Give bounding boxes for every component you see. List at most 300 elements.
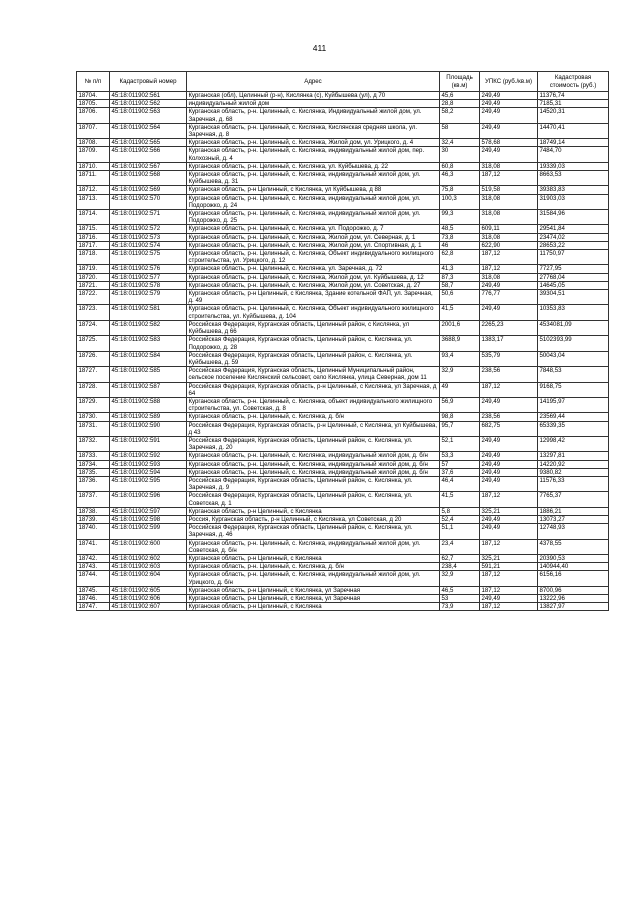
cadastral-number-cell: 45:18:011902:607 (110, 603, 187, 611)
upks-cell: 187,12 (480, 171, 538, 186)
table-row (77, 367, 609, 382)
address-cell: Курганская область, р-н. Целинный, с. Кислянка, Объект индивидуального жилищного строительства, ул. Урицкого, д. 12 (187, 250, 440, 265)
table-row (77, 336, 609, 351)
table-header-row (77, 72, 609, 92)
row-number-cell: 18725. (77, 336, 110, 351)
address-cell: Курганская область, р-н. Целинный, с. Кислянка, Объект индивидуального жилищного строительства, ул. Куйбышева, д. 104 (187, 305, 440, 320)
area-cell: 53 (440, 595, 480, 603)
address-cell: Курганская область, р-н. Целинный, с. Кислянка, индивидуальный жилой дом, ул. Советская, д. б/н (187, 539, 440, 554)
upks-cell: 238,56 (480, 367, 538, 382)
cadastral-cost-cell: 29541,84 (538, 225, 609, 233)
cadastral-cost-cell: 4378,55 (538, 539, 609, 554)
row-number-cell: 18718. (77, 250, 110, 265)
row-number-cell: 18745. (77, 586, 110, 594)
upks-cell: 249,49 (480, 123, 538, 138)
row-number-cell: 18742. (77, 554, 110, 562)
cadastral-number-cell: 45:18:011902:599 (110, 524, 187, 539)
address-cell: Курганская область, р-н. Целинный, с. Кислянка, ул. Заречная, д. 72 (187, 265, 440, 273)
cadastral-number-cell: 45:18:011902:597 (110, 507, 187, 515)
row-number-cell: 18731. (77, 421, 110, 436)
area-cell: 46 (440, 241, 480, 249)
row-number-cell: 18709. (77, 147, 110, 162)
cadastral-number-cell: 45:18:011902:588 (110, 397, 187, 412)
row-number-cell: 18727. (77, 367, 110, 382)
upks-cell: 249,49 (480, 436, 538, 451)
table-row (77, 92, 609, 100)
row-number-cell: 18721. (77, 281, 110, 289)
cadastral-number-cell: 45:18:011902:572 (110, 225, 187, 233)
cadastral-cost-cell: 140944,40 (538, 563, 609, 571)
area-cell: 32,9 (440, 367, 480, 382)
table-row (77, 413, 609, 421)
upks-cell: 519,58 (480, 186, 538, 194)
row-number-cell: 18734. (77, 460, 110, 468)
table-row (77, 273, 609, 281)
cadastral-cost-cell: 7727,95 (538, 265, 609, 273)
area-cell: 73,9 (440, 603, 480, 611)
area-cell: 46,3 (440, 171, 480, 186)
address-cell: Российская Федерация, Курганская область, Целинный район, с. Кислянка, ул. Советская, д. 1 (187, 492, 440, 507)
row-number-cell: 18704. (77, 92, 110, 100)
area-cell: 73,8 (440, 233, 480, 241)
table-row (77, 233, 609, 241)
cadastral-cost-cell: 23569,44 (538, 413, 609, 421)
cadastral-cost-cell: 12998,42 (538, 436, 609, 451)
upks-cell: 249,49 (480, 281, 538, 289)
address-cell: Курганская область, р-н. Целинный, с. Кислянка, индивидуальный жилой дом, ул. Подорожко, д. 24 (187, 194, 440, 209)
cadastral-cost-cell: 14645,05 (538, 281, 609, 289)
row-number-cell: 18714. (77, 210, 110, 225)
upks-cell: 249,49 (480, 524, 538, 539)
row-number-cell: 18730. (77, 413, 110, 421)
area-cell: 87,3 (440, 273, 480, 281)
upks-cell: 249,49 (480, 147, 538, 162)
upks-cell: 325,21 (480, 507, 538, 515)
table-row (77, 524, 609, 539)
upks-cell: 1383,17 (480, 336, 538, 351)
table-row (77, 452, 609, 460)
area-cell: 75,8 (440, 186, 480, 194)
area-cell: 41,5 (440, 492, 480, 507)
cadastral-cost-cell: 6156,16 (538, 571, 609, 586)
table-row (77, 210, 609, 225)
cadastral-number-cell: 45:18:011902:577 (110, 273, 187, 281)
cadastral-number-cell: 45:18:011902:575 (110, 250, 187, 265)
table-row (77, 171, 609, 186)
cadastral-cost-cell: 13073,27 (538, 515, 609, 523)
upks-cell: 187,12 (480, 250, 538, 265)
cadastral-number-cell: 45:18:011902:583 (110, 336, 187, 351)
table-row (77, 305, 609, 320)
cadastral-cost-cell: 28653,22 (538, 241, 609, 249)
row-number-cell: 18719. (77, 265, 110, 273)
cadastral-number-cell: 45:18:011902:591 (110, 436, 187, 451)
address-cell: Курганская область, р-н. Целинный, с. Кислянка, Жилой дом, ул. Куйбышева, д. 12 (187, 273, 440, 281)
area-cell: 93,4 (440, 351, 480, 366)
cadastral-cost-cell: 11376,74 (538, 92, 609, 100)
cadastral-cost-cell: 8700,96 (538, 586, 609, 594)
address-cell: Российская Федерация, Курганская область, Целинный район, с. Кислянка, ул. Заречная, д. 20 (187, 436, 440, 451)
cadastral-cost-cell: 4534081,09 (538, 320, 609, 335)
header-row-number: № п/п (77, 72, 110, 92)
cadastral-cost-cell: 14520,31 (538, 108, 609, 123)
header-area: Площадь (кв.м) (440, 72, 480, 92)
upks-cell: 249,49 (480, 476, 538, 491)
cadastral-number-cell: 45:18:011902:585 (110, 367, 187, 382)
upks-cell: 622,90 (480, 241, 538, 249)
table-row (77, 571, 609, 586)
table-row (77, 476, 609, 491)
cadastral-number-cell: 45:18:011902:605 (110, 586, 187, 594)
area-cell: 60,8 (440, 162, 480, 170)
address-cell: Курганская область, р-н. Целинный, с. Кислянка, Жилой дом, ул. Спортивная, д. 1 (187, 241, 440, 249)
area-cell: 41,5 (440, 305, 480, 320)
upks-cell: 249,49 (480, 460, 538, 468)
area-cell: 95,7 (440, 421, 480, 436)
row-number-cell: 18712. (77, 186, 110, 194)
cadastral-number-cell: 45:18:011902:603 (110, 563, 187, 571)
table-row (77, 147, 609, 162)
row-number-cell: 18720. (77, 273, 110, 281)
table-row (77, 250, 609, 265)
row-number-cell: 18729. (77, 397, 110, 412)
address-cell: Курганская (обл), Целинный (р-н), Кислянка (с), Куйбышева (ул), д 70 (187, 92, 440, 100)
cadastral-number-cell: 45:18:011902:592 (110, 452, 187, 460)
address-cell: Курганская область, р-н Целинный, с Кислянка (187, 603, 440, 611)
address-cell: Курганская область, р-н Целинный, с Кислянка (187, 554, 440, 562)
table-row (77, 382, 609, 397)
cadastral-number-cell: 45:18:011902:565 (110, 139, 187, 147)
cadastral-number-cell: 45:18:011902:602 (110, 554, 187, 562)
area-cell: 51,1 (440, 524, 480, 539)
area-cell: 48,5 (440, 225, 480, 233)
upks-cell: 249,49 (480, 397, 538, 412)
upks-cell: 325,21 (480, 554, 538, 562)
row-number-cell: 18746. (77, 595, 110, 603)
row-number-cell: 18724. (77, 320, 110, 335)
upks-cell: 249,49 (480, 452, 538, 460)
upks-cell: 2265,23 (480, 320, 538, 335)
upks-cell: 318,08 (480, 233, 538, 241)
upks-cell: 682,75 (480, 421, 538, 436)
upks-cell: 318,08 (480, 194, 538, 209)
cadastral-cost-cell: 20390,53 (538, 554, 609, 562)
area-cell: 45,6 (440, 92, 480, 100)
upks-cell: 238,56 (480, 413, 538, 421)
cadastral-cost-cell: 13297,81 (538, 452, 609, 460)
upks-cell: 249,49 (480, 92, 538, 100)
table-row (77, 507, 609, 515)
cadastral-number-cell: 45:18:011902:573 (110, 233, 187, 241)
cadastral-number-cell: 45:18:011902:596 (110, 492, 187, 507)
cadastral-cost-cell: 31584,96 (538, 210, 609, 225)
address-cell: Российская Федерация, Курганская область, Целинный район, с. Кислянка, ул. Заречная, д. 9 (187, 476, 440, 491)
row-number-cell: 18726. (77, 351, 110, 366)
area-cell: 58 (440, 123, 480, 138)
table-row (77, 563, 609, 571)
row-number-cell: 18715. (77, 225, 110, 233)
row-number-cell: 18733. (77, 452, 110, 460)
address-cell: Курганская область, р-н. Целинный, с. Кислянка, индивидуальный жилой дом, ул. Подорожко, д. 25 (187, 210, 440, 225)
upks-cell: 249,49 (480, 595, 538, 603)
table-row (77, 539, 609, 554)
area-cell: 100,3 (440, 194, 480, 209)
area-cell: 52,1 (440, 436, 480, 451)
page-number: 411 (312, 43, 327, 53)
cadastral-cost-cell: 14220,92 (538, 460, 609, 468)
address-cell: Курганская область, р-н. Целинный, с. Кислянка, ул. Подорожко, д. 7 (187, 225, 440, 233)
row-number-cell: 18743. (77, 563, 110, 571)
area-cell: 30 (440, 147, 480, 162)
row-number-cell: 18736. (77, 476, 110, 491)
upks-cell: 249,49 (480, 100, 538, 108)
table-row (77, 397, 609, 412)
area-cell: 49 (440, 382, 480, 397)
address-cell: Курганская область, р-н. Целинный, с. Кислянка, Жилой дом, ул. Северная, д. 1 (187, 233, 440, 241)
area-cell: 50,6 (440, 290, 480, 305)
upks-cell: 187,12 (480, 382, 538, 397)
area-cell: 238,4 (440, 563, 480, 571)
table-row (77, 265, 609, 273)
cadastral-number-cell: 45:18:011902:579 (110, 290, 187, 305)
cadastral-cost-cell: 7765,37 (538, 492, 609, 507)
area-cell: 58,2 (440, 108, 480, 123)
area-cell: 62,7 (440, 554, 480, 562)
area-cell: 53,3 (440, 452, 480, 460)
cadastral-cost-cell: 50043,04 (538, 351, 609, 366)
cadastral-cost-cell: 8663,53 (538, 171, 609, 186)
row-number-cell: 18707. (77, 123, 110, 138)
cadastral-cost-cell: 1886,21 (538, 507, 609, 515)
cadastral-number-cell: 45:18:011902:606 (110, 595, 187, 603)
address-cell: Курганская область, р-н. Целинный, с. Кислянка, Индивидуальный жилой дом, ул. Заречная, д. 68 (187, 108, 440, 123)
cadastral-cost-cell: 5102393,99 (538, 336, 609, 351)
row-number-cell: 18710. (77, 162, 110, 170)
address-cell: Курганская область, р-н. Целинный, с. Кислянка, индивидуальный жилой дом, д. б/н (187, 460, 440, 468)
area-cell: 99,3 (440, 210, 480, 225)
address-cell: Российская Федерация, Курганская область, Целинный район, с Кислянка, ул Куйбышева, д 66 (187, 320, 440, 335)
address-cell: Российская Федерация, Курганская область, р-н Целинный, с Кислянка, ул Заречная, д 64 (187, 382, 440, 397)
cadastral-cost-cell: 7185,31 (538, 100, 609, 108)
row-number-cell: 18739. (77, 515, 110, 523)
table-row (77, 515, 609, 523)
row-number-cell: 18717. (77, 241, 110, 249)
table-row (77, 603, 609, 611)
cadastral-cost-cell: 7484,70 (538, 147, 609, 162)
upks-cell: 187,12 (480, 539, 538, 554)
upks-cell: 187,12 (480, 586, 538, 594)
cadastral-cost-cell: 31903,03 (538, 194, 609, 209)
row-number-cell: 18735. (77, 468, 110, 476)
area-cell: 37,6 (440, 468, 480, 476)
header-cadastral-number: Кадастровый номер (110, 72, 187, 92)
upks-cell: 318,08 (480, 210, 538, 225)
cadastral-number-cell: 45:18:011902:569 (110, 186, 187, 194)
address-cell: Курганская область, р-н. Целинный, с. Кислянка, индивидуальный жилой дом, д. б/н (187, 468, 440, 476)
cadastral-number-cell: 45:18:011902:600 (110, 539, 187, 554)
cadastral-number-cell: 45:18:011902:578 (110, 281, 187, 289)
row-number-cell: 18722. (77, 290, 110, 305)
header-cadastral-cost: Кадастровая стоимость (руб.) (538, 72, 609, 92)
cadastral-cost-cell: 39383,83 (538, 186, 609, 194)
cadastral-number-cell: 45:18:011902:567 (110, 162, 187, 170)
cadastral-cost-cell: 11750,97 (538, 250, 609, 265)
address-cell: Курганская область, р-н. Целинный, с. Кислянка, Жилой дом, ул. Урицкого, д. 4 (187, 139, 440, 147)
upks-cell: 318,08 (480, 162, 538, 170)
area-cell: 52,4 (440, 515, 480, 523)
table-row (77, 554, 609, 562)
area-cell: 98,8 (440, 413, 480, 421)
cadastral-value-table (76, 71, 609, 611)
row-number-cell: 18716. (77, 233, 110, 241)
cadastral-cost-cell: 9380,82 (538, 468, 609, 476)
upks-cell: 187,12 (480, 603, 538, 611)
cadastral-number-cell: 45:18:011902:574 (110, 241, 187, 249)
cadastral-number-cell: 45:18:011902:562 (110, 100, 187, 108)
cadastral-cost-cell: 12748,93 (538, 524, 609, 539)
cadastral-number-cell: 45:18:011902:584 (110, 351, 187, 366)
cadastral-number-cell: 45:18:011902:593 (110, 460, 187, 468)
cadastral-cost-cell: 23474,02 (538, 233, 609, 241)
area-cell: 46,5 (440, 586, 480, 594)
table-row (77, 139, 609, 147)
table-row (77, 290, 609, 305)
address-cell: Курганская область, р-н. Целинный, с. Кислянка, индивидуальный жилой дом, ул. Куйбышева, д. 31 (187, 171, 440, 186)
cadastral-cost-cell: 9168,75 (538, 382, 609, 397)
cadastral-number-cell: 45:18:011902:566 (110, 147, 187, 162)
cadastral-cost-cell: 13222,96 (538, 595, 609, 603)
cadastral-number-cell: 45:18:011902:594 (110, 468, 187, 476)
cadastral-number-cell: 45:18:011902:564 (110, 123, 187, 138)
cadastral-cost-cell: 7848,53 (538, 367, 609, 382)
header-upks: УПКС (руб./кв.м) (480, 72, 538, 92)
address-cell: Курганская область, р-н Целинный, с Кислянка (187, 507, 440, 515)
row-number-cell: 18732. (77, 436, 110, 451)
table-row (77, 123, 609, 138)
cadastral-cost-cell: 19339,03 (538, 162, 609, 170)
address-cell: Российская Федерация, Курганская область, р-н Целинный, с Кислянка, ул Куйбышева, д 43 (187, 421, 440, 436)
table-row (77, 351, 609, 366)
row-number-cell: 18740. (77, 524, 110, 539)
cadastral-number-cell: 45:18:011902:568 (110, 171, 187, 186)
area-cell: 32,4 (440, 139, 480, 147)
cadastral-cost-cell: 14195,97 (538, 397, 609, 412)
cadastral-number-cell: 45:18:011902:563 (110, 108, 187, 123)
header-address: Адрес (187, 72, 440, 92)
cadastral-number-cell: 45:18:011902:589 (110, 413, 187, 421)
area-cell: 23,4 (440, 539, 480, 554)
table-body (77, 92, 609, 611)
cadastral-number-cell: 45:18:011902:582 (110, 320, 187, 335)
table-row (77, 108, 609, 123)
address-cell: Курганская область, р-н Целинный, с Кислянка, ул Заречная (187, 595, 440, 603)
area-cell: 56,9 (440, 397, 480, 412)
row-number-cell: 18744. (77, 571, 110, 586)
address-cell: индивидуальный жилой дом (187, 100, 440, 108)
table-row (77, 586, 609, 594)
address-cell: Курганская область, р-н Целинный, с Кислянка, ул Куйбышева, д 88 (187, 186, 440, 194)
area-cell: 62,8 (440, 250, 480, 265)
address-cell: Курганская область, р-н. Целинный, с. Кислянка, д. б/н (187, 563, 440, 571)
row-number-cell: 18705. (77, 100, 110, 108)
upks-cell: 249,49 (480, 108, 538, 123)
upks-cell: 249,49 (480, 468, 538, 476)
table-row (77, 436, 609, 451)
address-cell: Курганская область, р-н. Целинный, с. Кислянка, объект индивидуального жилищного строительства, ул. Советская, д. 8 (187, 397, 440, 412)
upks-cell: 776,77 (480, 290, 538, 305)
row-number-cell: 18747. (77, 603, 110, 611)
area-cell: 41,3 (440, 265, 480, 273)
cadastral-number-cell: 45:18:011902:598 (110, 515, 187, 523)
address-cell: Курганская область, р-н. Целинный, с. Кислянка, индивидуальный жилой дом, ул. Урицкого, д. б/н (187, 571, 440, 586)
address-cell: Россия, Курганская область, р-н Целинный, с Кислянка, ул Советская, д 20 (187, 515, 440, 523)
table-row (77, 186, 609, 194)
address-cell: Курганская область, р-н. Целинный, с. Кислянка, ул. Куйбышева, д. 22 (187, 162, 440, 170)
area-cell: 46,4 (440, 476, 480, 491)
upks-cell: 318,08 (480, 273, 538, 281)
cadastral-number-cell: 45:18:011902:581 (110, 305, 187, 320)
table-row (77, 320, 609, 335)
cadastral-cost-cell: 27768,04 (538, 273, 609, 281)
cadastral-number-cell: 45:18:011902:576 (110, 265, 187, 273)
upks-cell: 187,12 (480, 492, 538, 507)
row-number-cell: 18728. (77, 382, 110, 397)
row-number-cell: 18723. (77, 305, 110, 320)
cadastral-number-cell: 45:18:011902:561 (110, 92, 187, 100)
table-row (77, 281, 609, 289)
table-row (77, 100, 609, 108)
address-cell: Российская Федерация, Курганская область, Целинный район, с. Кислянка, ул. Подорожко, д. 28 (187, 336, 440, 351)
cadastral-cost-cell: 10353,83 (538, 305, 609, 320)
cadastral-number-cell: 45:18:011902:571 (110, 210, 187, 225)
table-row (77, 421, 609, 436)
upks-cell: 249,49 (480, 305, 538, 320)
upks-cell: 609,11 (480, 225, 538, 233)
area-cell: 32,9 (440, 571, 480, 586)
table-row (77, 468, 609, 476)
table-row (77, 241, 609, 249)
cadastral-number-cell: 45:18:011902:590 (110, 421, 187, 436)
address-cell: Курганская область, р-н. Целинный, с. Кислянка, Кислянская средняя школа, ул. Заречная, д. 8 (187, 123, 440, 138)
upks-cell: 578,68 (480, 139, 538, 147)
table-row (77, 225, 609, 233)
cadastral-number-cell: 45:18:011902:604 (110, 571, 187, 586)
table-row (77, 162, 609, 170)
address-cell: Российская Федерация, Курганская область, Целинный район, с. Кислянка, ул. Куйбышева, д. 59 (187, 351, 440, 366)
upks-cell: 249,49 (480, 515, 538, 523)
row-number-cell: 18713. (77, 194, 110, 209)
table-row (77, 194, 609, 209)
cadastral-cost-cell: 14470,41 (538, 123, 609, 138)
cadastral-cost-cell: 11576,33 (538, 476, 609, 491)
cadastral-number-cell: 45:18:011902:595 (110, 476, 187, 491)
table-row (77, 492, 609, 507)
area-cell: 5,8 (440, 507, 480, 515)
address-cell: Российская Федерация, Курганская область, Целинный Муниципальный район, сельское поселение Кислянский сельсовет, село Кислянка, улица Северная, дом 11 (187, 367, 440, 382)
cadastral-number-cell: 45:18:011902:570 (110, 194, 187, 209)
row-number-cell: 18706. (77, 108, 110, 123)
row-number-cell: 18738. (77, 507, 110, 515)
cadastral-cost-cell: 39304,51 (538, 290, 609, 305)
area-cell: 57 (440, 460, 480, 468)
address-cell: Российская Федерация, Курганская область, Целинный район, с. Кислянка, ул. Заречная, д. 46 (187, 524, 440, 539)
area-cell: 3688,9 (440, 336, 480, 351)
address-cell: Курганская область, р-н. Целинный, с. Кислянка, индивидуальный жилой дом, д. б/н (187, 452, 440, 460)
row-number-cell: 18711. (77, 171, 110, 186)
area-cell: 2001,6 (440, 320, 480, 335)
cadastral-cost-cell: 13827,97 (538, 603, 609, 611)
address-cell: Курганская область, р-н Целинный, с Кислянка, Здание котельной ФАП, ул. Заречная, д. 49 (187, 290, 440, 305)
